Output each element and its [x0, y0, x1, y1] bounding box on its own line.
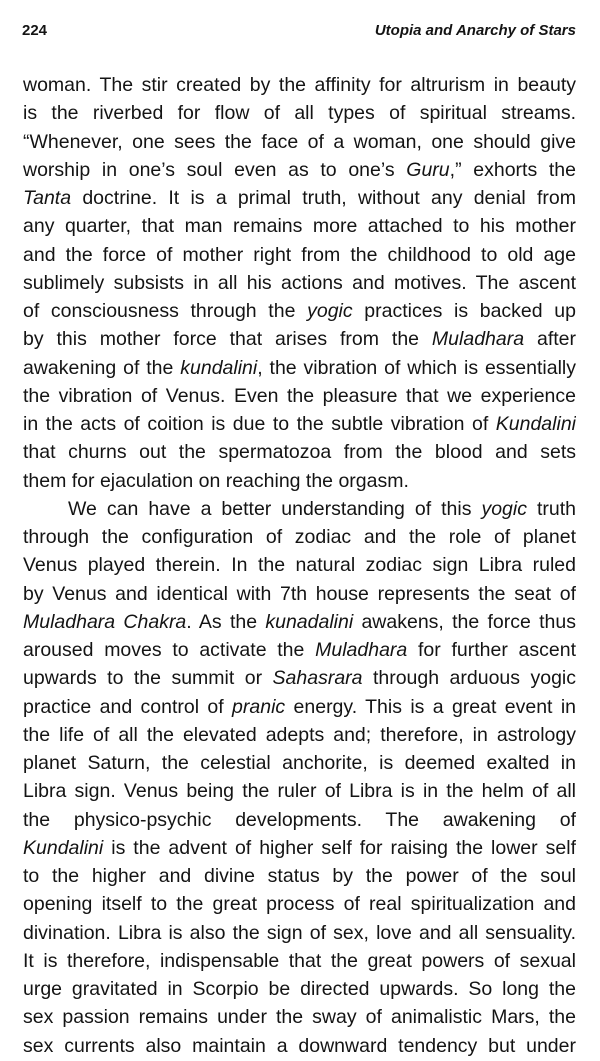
- text-run: awakens, the force thus: [353, 610, 576, 633]
- text-line: [23, 919, 576, 947]
- text-line: [23, 241, 576, 269]
- text-run: the physico-psychic developments. The awakening of: [23, 808, 576, 831]
- text-line: [23, 325, 576, 353]
- text-run: , the vibration of which is essentially: [257, 356, 576, 379]
- text-run: aroused moves to activate the: [23, 639, 316, 661]
- italic-text: yogic: [481, 497, 527, 520]
- text-line: [23, 523, 576, 551]
- text-line: [23, 580, 576, 608]
- text-run: the vibration of Venus. Even the pleasure that we experience: [23, 384, 576, 407]
- text-run: doctrine. It is a primal truth, without any denial from: [71, 187, 576, 209]
- text-line: [23, 1032, 576, 1060]
- text-line: [23, 862, 576, 890]
- text-run: them for ejaculation on reaching the orgasm.: [23, 469, 409, 492]
- text-run: is the riverbed for flow of all types of spiritual streams.: [23, 102, 576, 125]
- text-line: [23, 410, 576, 438]
- text-line: [23, 269, 576, 297]
- text-run: after: [524, 328, 576, 351]
- text-line: [23, 156, 576, 184]
- text-run: sublimely subsists in all his actions and motives. The ascent: [23, 271, 576, 294]
- italic-text: Muladhara: [315, 639, 408, 661]
- text-line: [23, 806, 576, 834]
- text-run: . As the: [186, 610, 266, 633]
- italic-text: Sahasrara: [272, 667, 363, 690]
- text-line: [23, 551, 576, 579]
- italic-text: pranic: [232, 695, 286, 718]
- italic-text: Kundalini: [23, 836, 104, 859]
- text-run: by this mother force that arises from the: [23, 328, 432, 351]
- text-line: [23, 467, 576, 495]
- paragraph: [23, 495, 576, 1060]
- italic-text: yogic: [307, 300, 353, 322]
- text-run: in the acts of coition is due to the subtle vibration of: [23, 413, 496, 435]
- paragraph: [23, 71, 576, 495]
- body-text: [23, 71, 576, 1060]
- italic-text: kundalini: [180, 356, 258, 379]
- running-header: [22, 21, 576, 41]
- text-line: [23, 99, 576, 127]
- text-line: [23, 834, 576, 862]
- text-line: [23, 693, 576, 721]
- text-line: [23, 212, 576, 240]
- text-line: [23, 438, 576, 466]
- text-line: [23, 1003, 576, 1031]
- text-line: [23, 184, 576, 212]
- italic-text: Kundalini: [495, 413, 576, 435]
- italic-text: Muladhara Chakra: [23, 610, 187, 633]
- text-line: [23, 71, 576, 99]
- text-line: [23, 495, 576, 523]
- italic-text: Guru: [406, 158, 450, 181]
- text-run: divination. Libra is also the sign of sex, love and all sensuality.: [23, 921, 576, 944]
- text-run: opening itself to the great process of real spiritualization and: [23, 893, 576, 916]
- text-run: awakening of the: [23, 356, 181, 379]
- text-run: of consciousness through the: [23, 300, 308, 322]
- text-run: by Venus and identical with 7th house represents the seat of: [23, 582, 576, 605]
- text-run: and the force of mother right from the childhood to old age: [23, 243, 576, 266]
- text-line: [23, 890, 576, 918]
- text-run: sex currents also maintain a downward tendency but under: [23, 1034, 576, 1057]
- text-run: any quarter, that man remains more attached to his mother: [23, 215, 576, 238]
- text-run: ,” exhorts the: [449, 158, 576, 181]
- italic-text: kunadalini: [265, 610, 354, 633]
- text-line: [23, 777, 576, 805]
- text-run: through the configuration of zodiac and the role of planet: [23, 526, 576, 548]
- text-run: It is therefore, indispensable that the great powers of sexual: [23, 949, 576, 972]
- text-line: [23, 128, 576, 156]
- text-line: [23, 749, 576, 777]
- text-line: [23, 636, 576, 664]
- book-title: Utopia and Anarchy of Stars: [374, 22, 576, 39]
- text-run: sex passion remains under the sway of animalistic Mars, the: [23, 1006, 576, 1029]
- text-run: truth: [526, 497, 576, 520]
- text-line: [23, 975, 576, 1003]
- text-line: [23, 947, 576, 975]
- text-run: practice and control of: [23, 695, 233, 718]
- text-run: Libra sign. Venus being the ruler of Libra is in the helm of all: [23, 780, 576, 803]
- text-run: woman. The stir created by the affinity for altrurism in beauty: [23, 74, 576, 96]
- text-run: urge gravitated in Scorpio be directed upwards. So long the: [23, 978, 576, 1000]
- text-run: We can have a better understanding of this: [68, 497, 482, 520]
- text-line: [23, 297, 576, 325]
- text-line: [23, 382, 576, 410]
- text-run: for further ascent: [407, 639, 576, 661]
- text-run: that churns out the spermatozoa from the blood and sets: [23, 441, 576, 464]
- text-run: is the advent of higher self for raising the lower self: [103, 836, 576, 859]
- page-number: 224: [22, 22, 48, 39]
- text-line: [23, 354, 576, 382]
- text-run: through arduous yogic: [362, 667, 576, 690]
- text-line: [23, 664, 576, 692]
- text-run: the life of all the elevated adepts and; therefore, in astrology: [23, 723, 576, 746]
- text-run: worship in one’s soul even as to one’s: [23, 158, 407, 181]
- text-run: practices is backed up: [352, 300, 576, 322]
- text-run: Venus played therein. In the natural zodiac sign Libra ruled: [23, 554, 576, 577]
- text-line: [23, 721, 576, 749]
- italic-text: Tanta: [23, 187, 72, 209]
- italic-text: Muladhara: [431, 328, 525, 351]
- text-run: “Whenever, one sees the face of a woman, one should give: [23, 130, 576, 153]
- text-run: upwards to the summit or: [23, 667, 273, 690]
- text-run: planet Saturn, the celestial anchorite, is deemed exalted in: [23, 752, 576, 774]
- text-run: to the higher and divine status by the power of the soul: [23, 865, 576, 887]
- text-line: [23, 608, 576, 636]
- text-run: energy. This is a great event in: [285, 695, 576, 718]
